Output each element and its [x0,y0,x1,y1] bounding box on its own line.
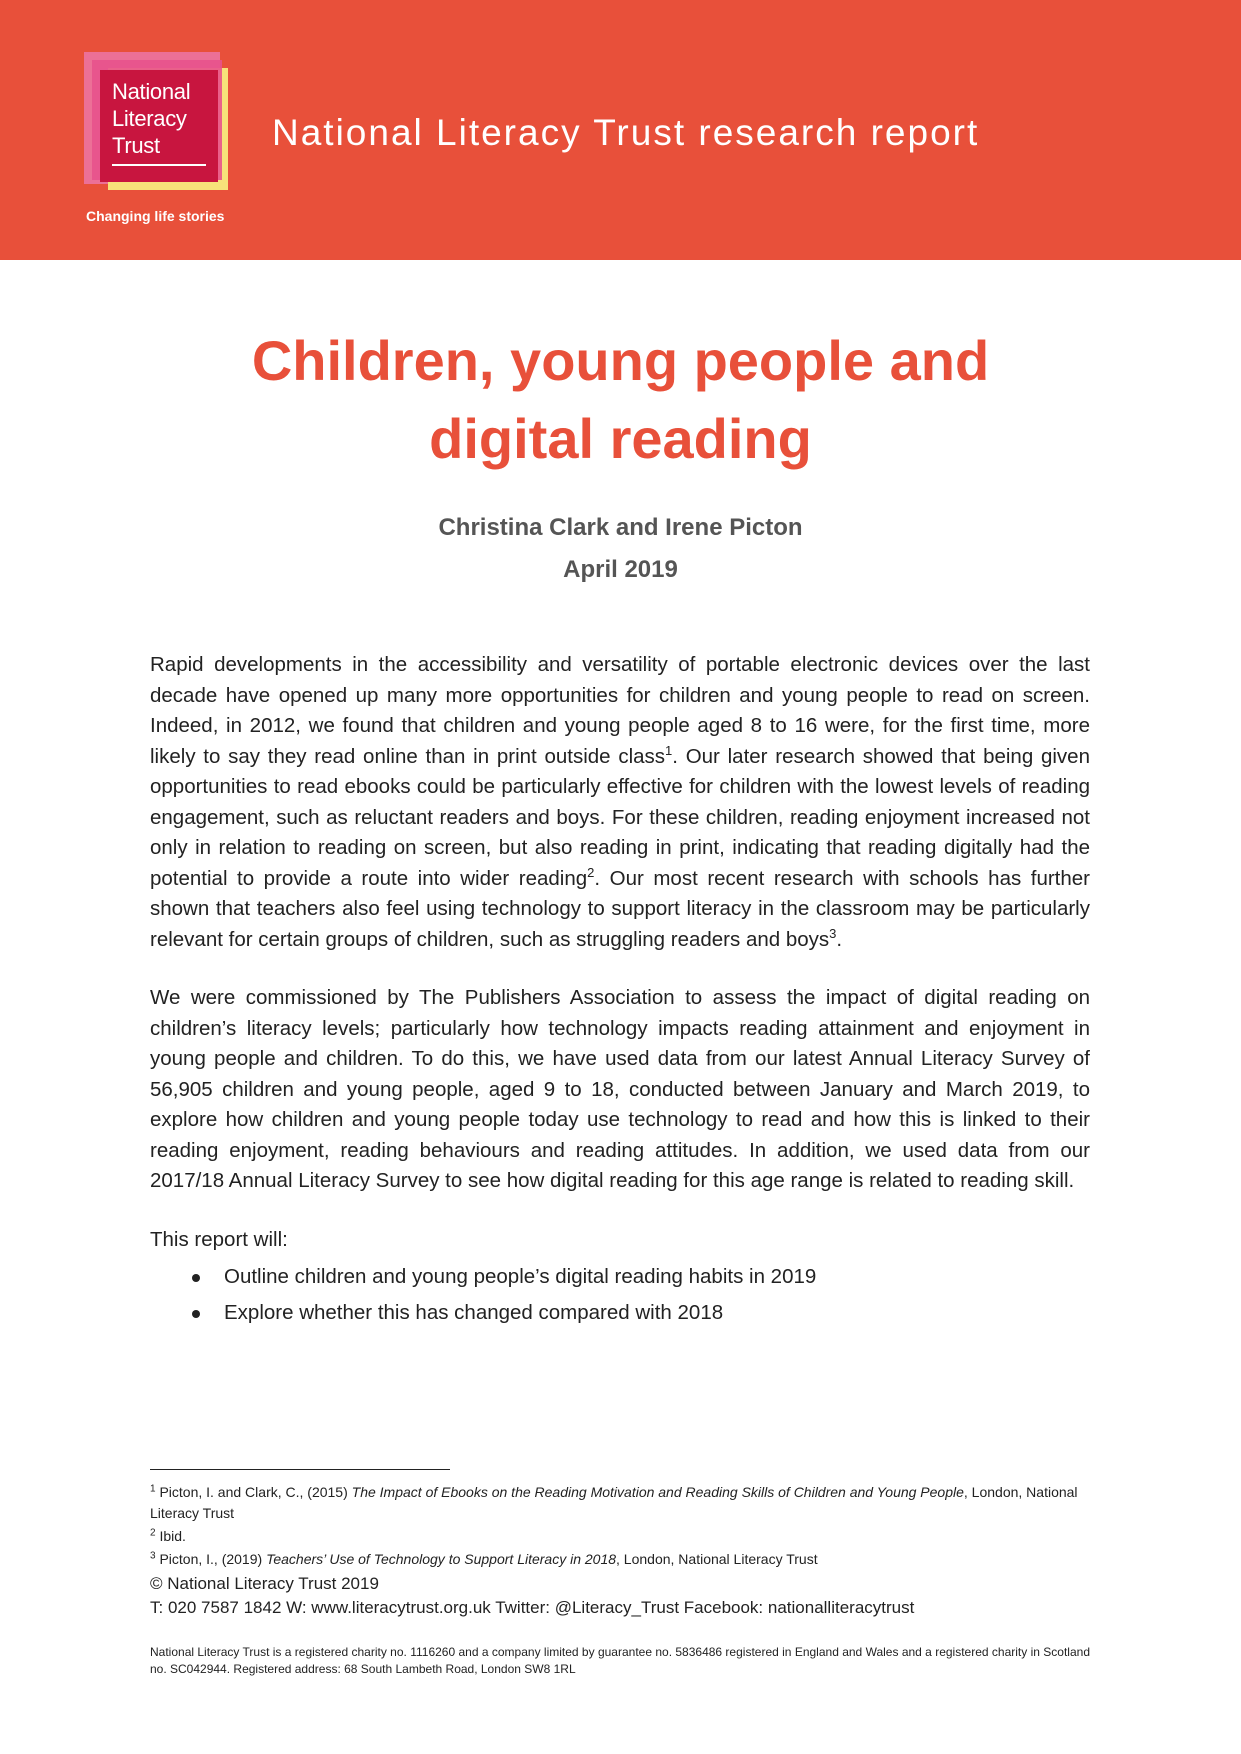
logo-underline [112,164,206,166]
report-aims-list [150,1259,1090,1331]
legal-notice: National Literacy Trust is a registered charity no. 1116260 and a company limited by guarantee no. 5836486 registered in England and Wales and a registered charity in Scotland no. SC042944. Registered address: 68 South Lambeth Road, London SW8 1RL [150,1645,1090,1676]
title-line-2: digital reading [429,407,812,470]
list-item: Outline children and young people’s digital reading habits in 2019 [150,1259,1090,1295]
footnote-3-post: , London, National Literacy Trust [616,1551,818,1567]
national-literacy-trust-logo[interactable] [84,52,236,230]
paragraph-1-part-c: . Our most recent research with schools has further shown that teachers also feel using technology to support literacy in the classroom may be particularly relevant for certain groups of children, such as struggling readers and boys [150,866,1091,951]
footnotes [150,1482,1090,1572]
report-body [150,650,1090,1331]
paragraph-1-part-b: . Our later research showed that being given opportunities to read ebooks could be particularly effective for children with the lowest levels of reading engagement, such as reluctant readers and boys. For these children, reading enjoyment increased not only in relation to reading on screen, but also reading in print, indicating that reading digitally had the potential to provide a route into wider reading [150,744,1090,890]
publication-date: April 2019 [563,556,678,583]
logo-wordmark [112,78,216,159]
contact-details[interactable]: T: 020 7587 1842 W: www.literacytrust.org.uk Twitter: @Literacy_Trust Facebook: nationalliteracytrust [150,1598,915,1617]
logo-tagline: Changing life stories [86,208,225,224]
copyright: © National Literacy Trust 2019 [150,1574,379,1593]
footnote-2-text: Ibid. [155,1528,186,1544]
footnote-ref-1[interactable]: 1 [665,742,673,758]
footnote-3-title: Teachers’ Use of Technology to Support Literacy in 2018 [266,1551,617,1567]
logo-line-3: Trust [112,133,160,158]
report-intro: This report will: [150,1227,288,1251]
footnote-3 [150,1549,1090,1570]
logo-line-2: Literacy [112,106,187,131]
footnote-1-title: The Impact of Ebooks on the Reading Motivation and Reading Skills of Children and Young People [351,1484,964,1500]
paragraph-1 [150,650,1090,955]
banner-title: National Literacy Trust research report [272,112,980,153]
contact-block [150,1572,1110,1620]
footnote-1 [150,1482,1090,1524]
authors: Christina Clark and Irene Picton [438,514,803,541]
title-line-1: Children, young people and [251,329,990,392]
list-item: Explore whether this has changed compared with 2018 [150,1295,1090,1331]
paragraph-1-part-d: . [836,927,843,951]
footnote-ref-2[interactable]: 2 [587,864,595,880]
footnote-1-number: 1 [150,1483,156,1495]
header-banner [0,0,1241,260]
footnote-1-pre: Picton, I. and Clark, C., (2015) [155,1484,352,1500]
footnote-2 [150,1526,1090,1547]
footnote-3-number: 3 [150,1550,156,1562]
paragraph-1-part-a: Rapid developments in the accessibility and versatility of portable electronic devices over the last decade have opened up many more opportunities for children and young people to read on screen. Indeed, in 2012, we found that children and young people aged 8 to 16 were, for the first time, more likely to say they read online than in print outside class [150,653,1090,768]
logo-line-1: National [112,79,191,104]
footnote-2-number: 2 [150,1527,156,1539]
footnote-ref-3[interactable]: 3 [829,925,837,941]
document-title [0,322,1241,478]
footnote-1-post: , London, National Literacy Trust [150,1484,1078,1521]
footnote-divider [150,1469,450,1470]
paragraph-2: We were commissioned by The Publishers Association to assess the impact of digital reading on children’s literacy levels; particularly how technology impacts reading attainment and enjoyment in young people and children. To do this, we have used data from our latest Annual Literacy Survey of 56,905 children and young people, aged 9 to 18, conducted between January and March 2019, to explore how children and young people today use technology to read and how this is linked to their reading enjoyment, reading behaviours and reading attitudes. In addition, we used data from our 2017/18 Annual Literacy Survey to see how digital reading for this age range is related to reading skill. [150,986,1090,1192]
footnote-3-pre: Picton, I., (2019) [155,1551,267,1567]
